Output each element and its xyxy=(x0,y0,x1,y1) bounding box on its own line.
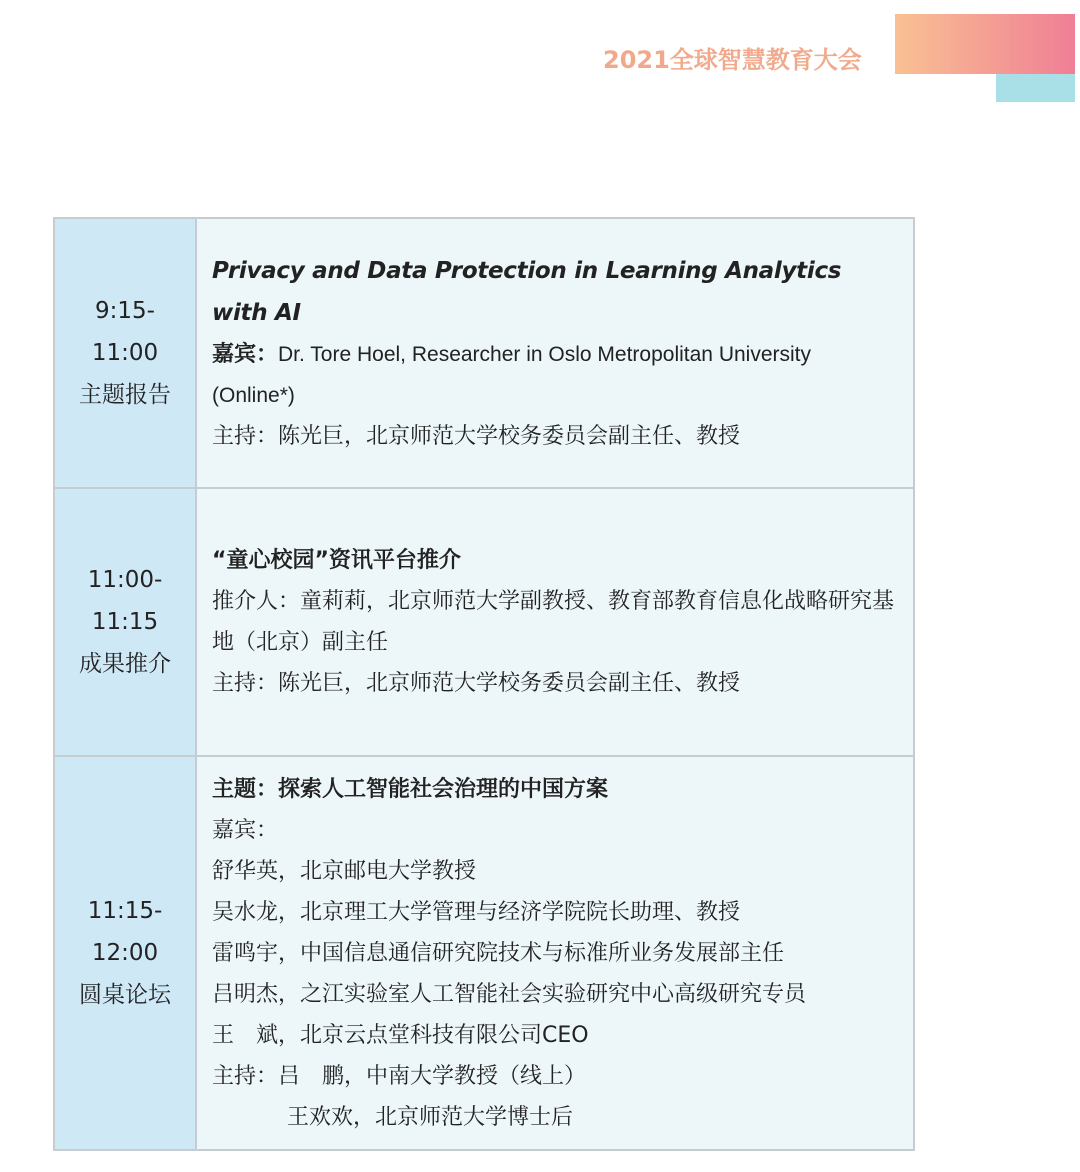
guest-text: Dr. Tore Hoel, Researcher in Oslo Metropolitan University (Online*) xyxy=(212,342,812,407)
session-host: 主持：陈光巨，北京师范大学校务委员会副主任、教授 xyxy=(212,671,741,696)
session-presenter: 推介人：童莉莉，北京师范大学副教授、教育部教育信息化战略研究基地（北京）副主任 xyxy=(212,589,895,655)
session-type: 圆桌论坛 xyxy=(79,982,171,1008)
guest-label: 嘉宾： xyxy=(212,817,279,843)
session-title: “童心校园”资讯平台推介 xyxy=(212,548,461,573)
session-type: 成果推介 xyxy=(79,651,171,677)
guest-item: 雷鸣宇，中国信息通信研究院技术与标准所业务发展部主任 xyxy=(212,940,785,966)
session-title: Privacy and Data Protection in Learning Analytics with AI xyxy=(212,257,842,326)
guest-item: 舒华英，北京邮电大学教授 xyxy=(212,858,477,884)
session-time-end: 11:00 xyxy=(91,340,159,366)
session-time-end: 12:00 xyxy=(91,940,159,966)
guest-label: 嘉宾： xyxy=(212,341,279,367)
session-host-secondary: 王欢欢，北京师范大学博士后 xyxy=(287,1104,574,1130)
session-time-start: 11:15- xyxy=(87,898,163,924)
session-guest xyxy=(212,334,899,416)
session-row xyxy=(54,488,914,756)
session-time-start: 11:00- xyxy=(87,567,163,593)
session-time-cell xyxy=(54,218,196,488)
session-time-start: 9:15- xyxy=(95,298,155,324)
session-host: 主持：吕 鹏，中南大学教授（线上） xyxy=(212,1063,587,1089)
session-host: 主持：陈光巨，北京师范大学校务委员会副主任、教授 xyxy=(212,423,741,449)
session-content-cell xyxy=(196,488,914,756)
guest-item: 王 斌，北京云点堂科技有限公司CEO xyxy=(212,1022,589,1048)
guest-item: 吴水龙，北京理工大学管理与经济学院院长助理、教授 xyxy=(212,899,741,925)
conference-title: 2021全球智慧教育大会 xyxy=(603,46,862,74)
header-gradient-bar xyxy=(895,14,1075,74)
header-teal-bar xyxy=(996,74,1075,102)
session-content-cell xyxy=(196,218,914,488)
session-row xyxy=(54,218,914,488)
session-time-cell xyxy=(54,488,196,756)
schedule-table xyxy=(53,217,915,1151)
guest-item: 吕明杰，之江实验室人工智能社会实验研究中心高级研究专员 xyxy=(212,981,807,1007)
session-type: 主题报告 xyxy=(79,382,171,408)
session-time-cell xyxy=(54,756,196,1150)
session-title: 主题：探索人工智能社会治理的中国方案 xyxy=(212,776,609,802)
session-time-end: 11:15 xyxy=(91,609,159,635)
session-row xyxy=(54,756,914,1150)
session-content-cell xyxy=(196,756,914,1150)
